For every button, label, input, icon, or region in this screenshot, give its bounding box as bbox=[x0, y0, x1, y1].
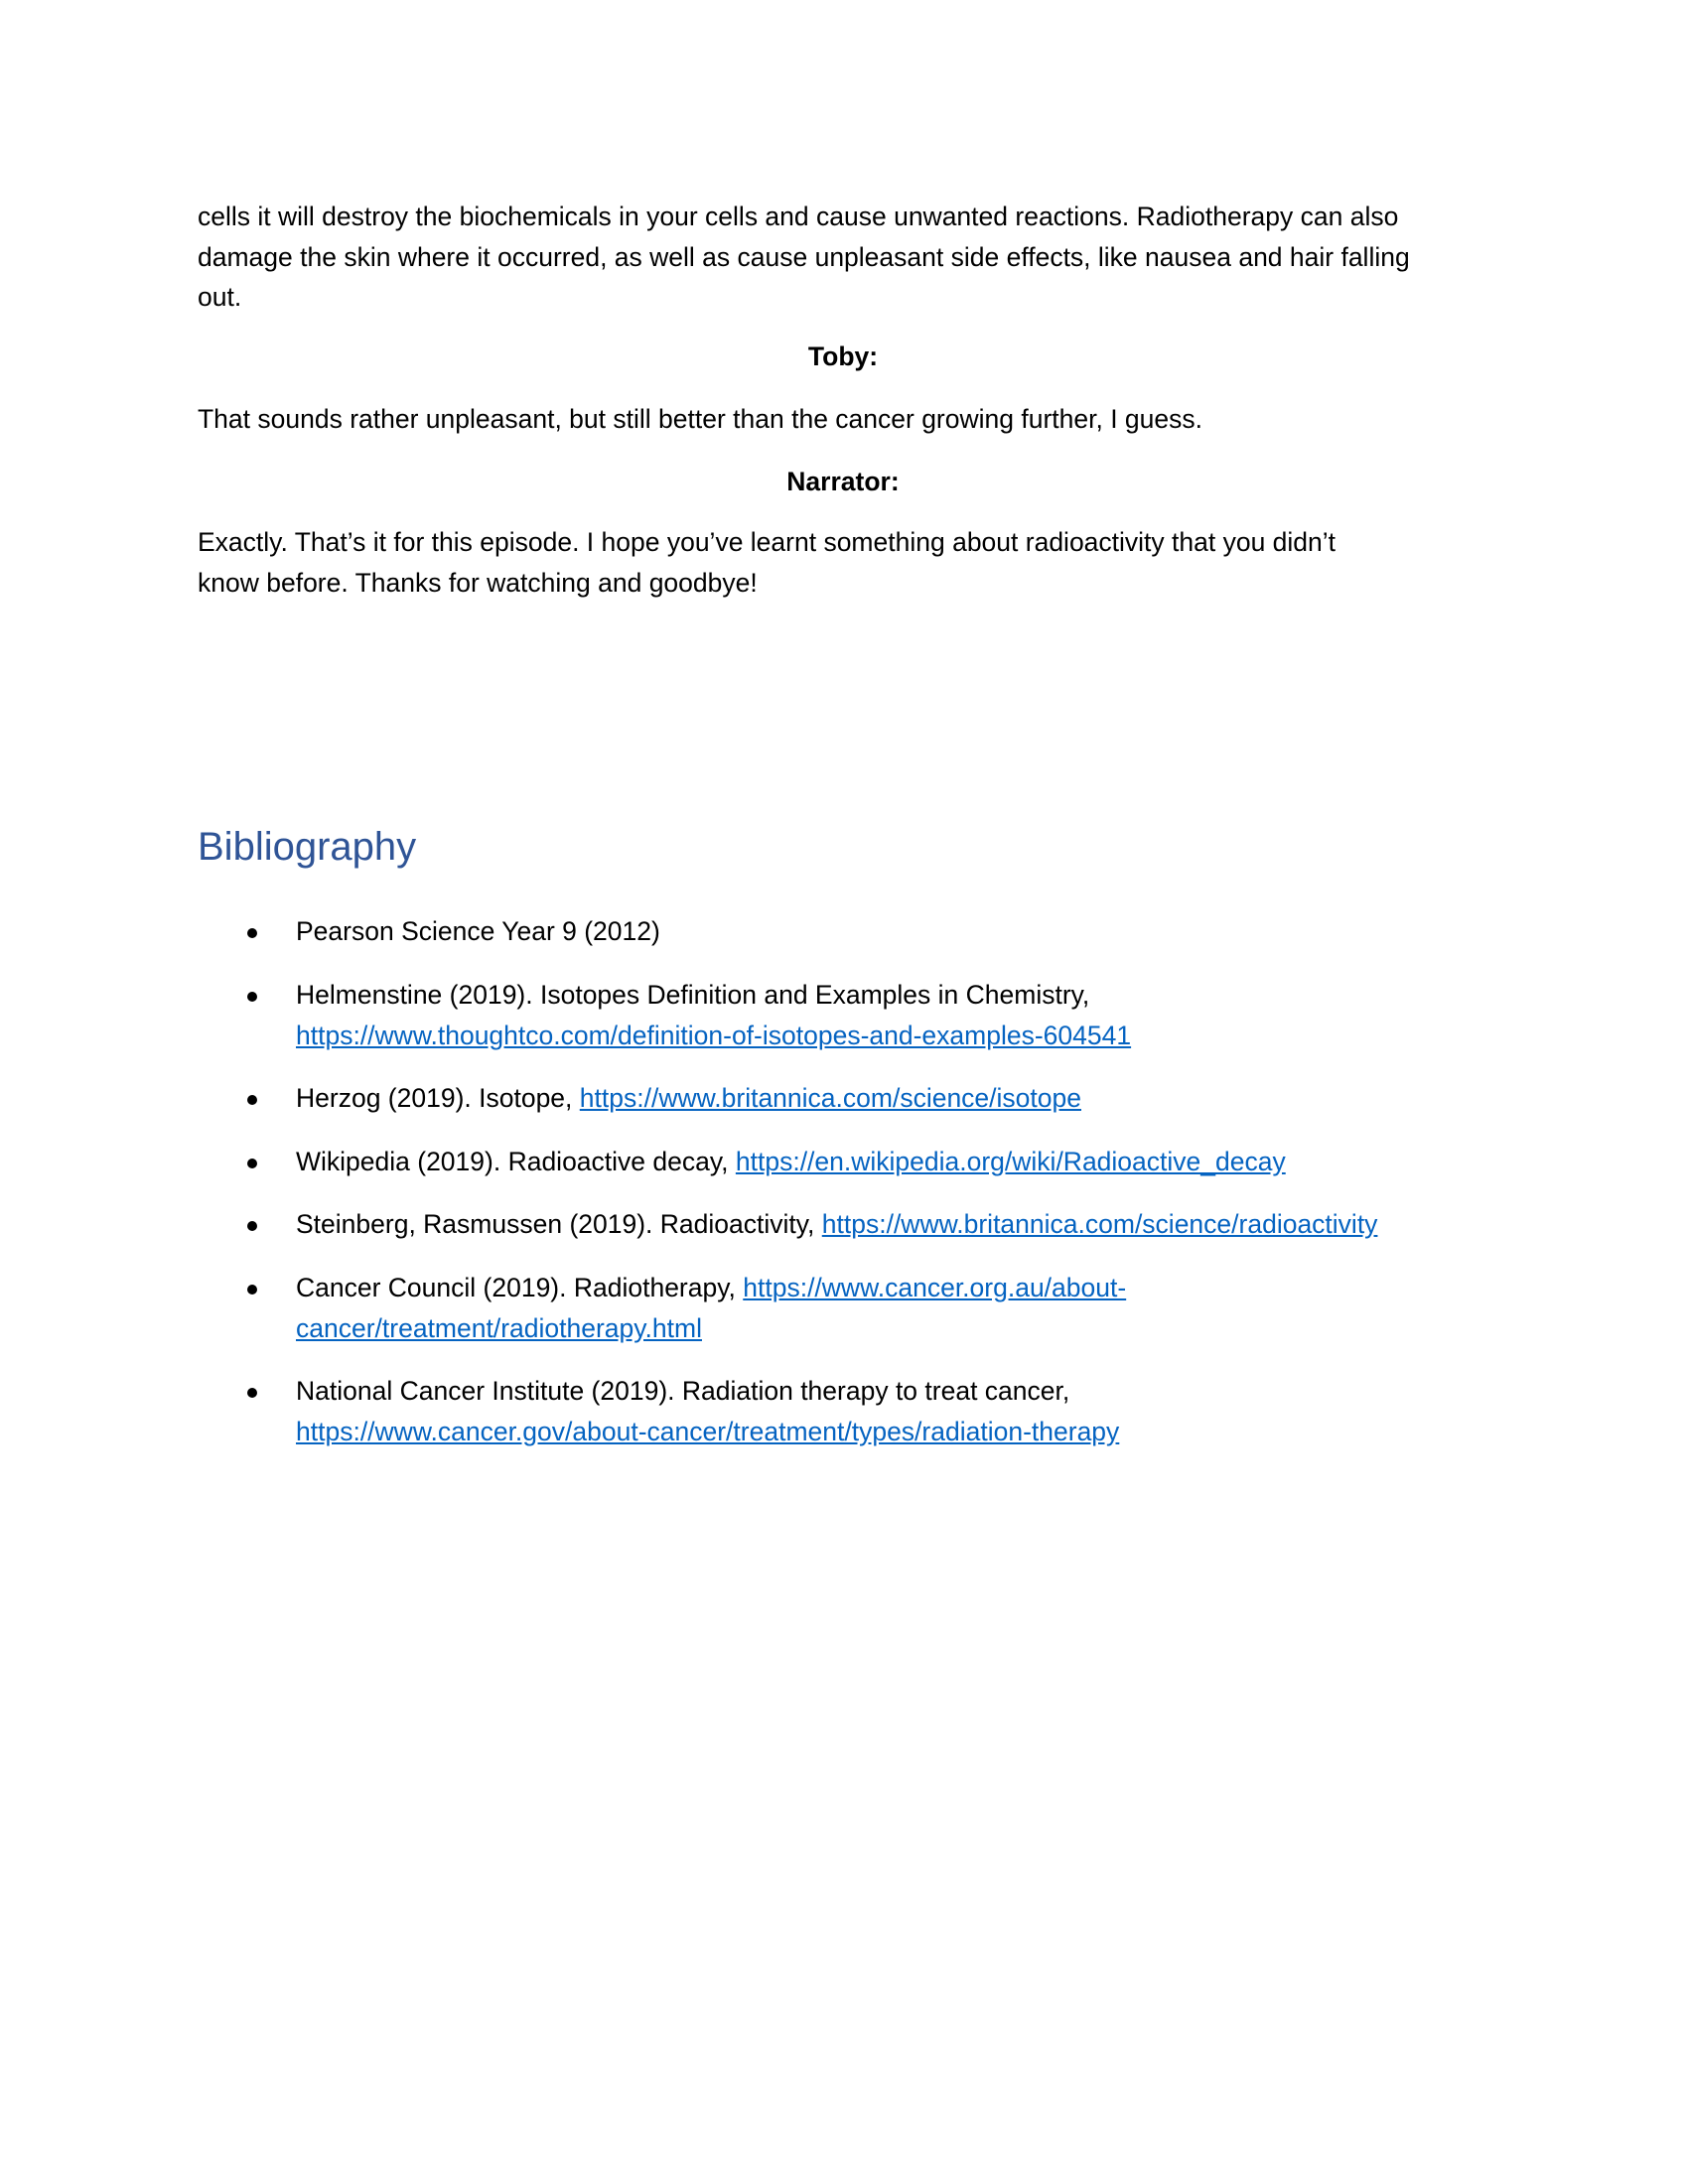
reference-text: National Cancer Institute (2019). Radiation therapy to treat cancer, bbox=[296, 1376, 1070, 1406]
toby-line: That sounds rather unpleasant, but still better than the cancer growing further, I guess. bbox=[198, 404, 1203, 434]
text-line: Exactly. That’s it for this episode. I hope you’ve learnt something about radioactivity that you didn’t bbox=[198, 527, 1336, 557]
bullet-icon bbox=[247, 1159, 257, 1168]
bibliography-item bbox=[198, 1268, 1508, 1349]
bibliography-item bbox=[198, 911, 1508, 952]
reference-link[interactable]: https://www.britannica.com/science/radioactivity bbox=[821, 1209, 1378, 1239]
bullet-icon bbox=[247, 1221, 257, 1231]
reference-text: Cancer Council (2019). Radiotherapy, bbox=[296, 1272, 744, 1302]
reference-link[interactable]: https://www.britannica.com/science/isotope bbox=[579, 1083, 1081, 1113]
reference-text: Herzog (2019). Isotope, bbox=[296, 1083, 580, 1113]
reference-text: Helmenstine (2019). Isotopes Definition and Examples in Chemistry, bbox=[296, 979, 1090, 1010]
bullet-icon bbox=[247, 1388, 257, 1398]
text-line: damage the skin where it occurred, as well as cause unpleasant side effects, like nausea and hair falling bbox=[198, 241, 1410, 272]
speaker-toby: Toby: bbox=[807, 341, 879, 371]
speaker-narrator: Narrator: bbox=[786, 467, 900, 496]
bullet-icon bbox=[247, 928, 257, 938]
reference-link[interactable]: https://www.thoughtco.com/definition-of-isotopes-and-examples-604541 bbox=[296, 1020, 1132, 1050]
reference-text: Steinberg, Rasmussen (2019). Radioactivity, bbox=[296, 1209, 822, 1239]
intro-paragraph bbox=[198, 197, 1488, 318]
bibliography-heading: Bibliography bbox=[198, 825, 417, 869]
bullet-icon bbox=[247, 1095, 257, 1105]
bibliography-item bbox=[198, 1078, 1508, 1119]
bullet-icon bbox=[247, 1285, 257, 1295]
text-line: cells it will destroy the biochemicals in your cells and cause unwanted reactions. Radiotherapy can also bbox=[198, 202, 1399, 231]
narrator-paragraph bbox=[198, 522, 1488, 603]
reference-text: Pearson Science Year 9 (2012) bbox=[296, 916, 660, 946]
bibliography-item bbox=[198, 1204, 1508, 1245]
bibliography-list bbox=[198, 911, 1508, 1475]
bibliography-item bbox=[198, 1371, 1508, 1452]
reference-link[interactable]: https://www.cancer.gov/about-cancer/treatment/types/radiation-therapy bbox=[296, 1417, 1120, 1446]
bibliography-item bbox=[198, 1142, 1508, 1182]
reference-text: Wikipedia (2019). Radioactive decay, bbox=[296, 1146, 736, 1176]
text-line: know before. Thanks for watching and goodbye! bbox=[198, 567, 758, 598]
reference-link-continued[interactable]: cancer/treatment/radiotherapy.html bbox=[296, 1312, 702, 1343]
reference-link[interactable]: https://en.wikipedia.org/wiki/Radioactive_decay bbox=[735, 1146, 1286, 1176]
bibliography-item bbox=[198, 975, 1508, 1056]
reference-link[interactable]: https://www.cancer.org.au/about- bbox=[743, 1272, 1127, 1302]
bullet-icon bbox=[247, 992, 257, 1002]
text-line: out. bbox=[198, 282, 242, 312]
